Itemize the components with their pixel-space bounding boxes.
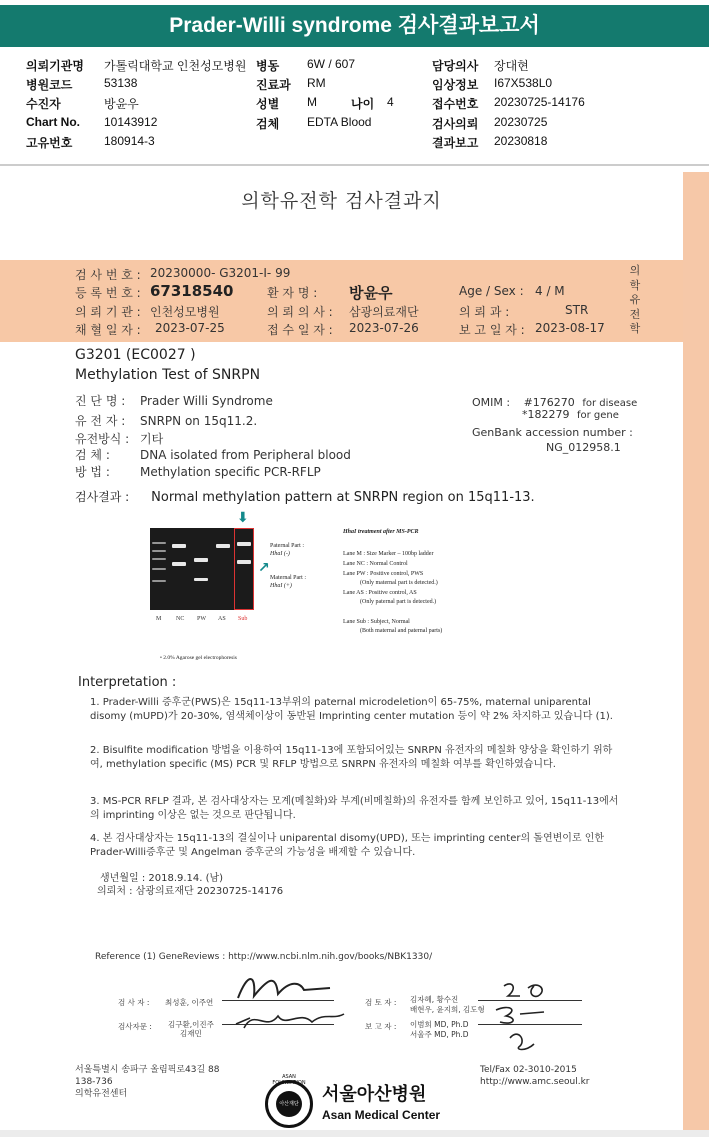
- inst-label: 의 뢰 기 관 :: [75, 305, 141, 319]
- examiner-label: 검 사 자 :: [118, 998, 150, 1007]
- test-result: [75, 488, 535, 505]
- birth-date: 생년월일 : 2018.9.14. (남): [100, 873, 224, 884]
- reviewer-label: 검 토 자 :: [365, 998, 397, 1007]
- header-label: 병원코드: [26, 78, 73, 92]
- patient-name: 방윤우: [349, 284, 393, 302]
- header-value: 방윤우: [104, 97, 139, 111]
- genbank-number: NG_012958.1: [546, 441, 621, 454]
- receive-label: 접 수 일 자 :: [267, 323, 333, 337]
- header-value: 180914-3: [104, 134, 155, 148]
- interpretation-para: 2. Bisulfite modification 방법을 이용하여 15q11-13에 포함되어있는 SNRPN 유전자의 메칠화 양상을 확인하기 위하여, methylation specific (MS) PCR 및 RFLP 방법으로 SNRPN 유전자의 메칠화 여부를 확인하였습니다.: [90, 745, 613, 770]
- legend-line: Lane M : Size Marker – 100bp ladder: [343, 551, 434, 557]
- interpretation-heading: Interpretation :: [78, 675, 177, 690]
- report-header: [0, 52, 709, 164]
- gel-band: [216, 544, 230, 548]
- result-label: 검사결과 :: [75, 490, 130, 504]
- paternal-label: [270, 542, 304, 558]
- gel-band: [172, 562, 186, 566]
- report-date: 2023-08-17: [535, 321, 605, 335]
- interpretation-para: 1. Prader-Willi 증후군(PWS)은 15q11-13부위의 paternal microdeletion이 65-75%, maternal uniparental disomy (mUPD)가 20-30%, 염색체이상이 동반된 Imprinting center mutation 등이 약 2% 차지하고 있습니다 (1).: [90, 697, 613, 722]
- header-label-age: 나이: [351, 97, 375, 111]
- collect-date: 2023-07-25: [155, 321, 225, 335]
- field-value: Methylation specific PCR-RFLP: [140, 465, 321, 479]
- legend-line: Lane AS : Positive control, AS: [343, 590, 417, 596]
- omim-disease-note: for disease: [582, 398, 638, 409]
- legend-line: (Both maternal and paternal parts): [360, 628, 443, 634]
- advisor-2: 김재민: [180, 1029, 202, 1038]
- gel-band: [172, 544, 186, 548]
- omim-gene: *182279: [522, 408, 570, 421]
- lane-label: NC: [176, 616, 185, 622]
- header-value: M: [307, 95, 317, 109]
- referrer: 의뢰처 : 삼광의료재단 20230725-14176: [97, 886, 284, 897]
- header-value-age: 4: [387, 95, 394, 109]
- dept-label: 의 뢰 과 :: [459, 305, 510, 319]
- omim-gene-note: for gene: [577, 410, 619, 421]
- lane-label: PW: [197, 616, 206, 622]
- hospital-name-en: Asan Medical Center: [322, 1108, 441, 1122]
- reviewer-2: 배현우, 윤지희, 김도형: [410, 1005, 485, 1014]
- header-label: Chart No.: [26, 115, 80, 129]
- header-value: 10143912: [104, 115, 158, 129]
- examiner: 최성훈, 이주연: [165, 998, 214, 1007]
- advisor-label: 검사자문 :: [118, 1022, 152, 1031]
- report-label: 보 고 일 자 :: [459, 323, 525, 337]
- reporter-label: 보 고 자 :: [365, 1022, 397, 1031]
- test-code: G3201 (EC0027 ): [75, 347, 196, 363]
- field-key: 유전방식 :: [75, 432, 130, 446]
- interpretation-para: 4. 본 검사대상자는 15q11-13의 결실이나 uniparental disomy(UPD), 또는 imprinting center의 돌연변이로 인한 Prader-Willi증후군 및 Angelman 증후군의 가능성을 배제할 수 있습니다.: [90, 833, 605, 858]
- gel-band: [152, 580, 166, 582]
- header-label: 성별: [256, 97, 280, 111]
- lane-label: AS: [218, 616, 226, 622]
- logo-inner-text: 아산재단: [276, 1091, 302, 1117]
- gel-band: [152, 550, 166, 552]
- asan-foundation-logo-icon: [265, 1074, 313, 1128]
- footer-contact: [480, 1064, 590, 1088]
- advisor-signature-icon: [230, 1002, 350, 1036]
- header-label: 수진자: [26, 97, 61, 111]
- maternal-bracket-icon: ↗: [258, 560, 270, 576]
- paternal-part: Paternal Part :: [270, 543, 304, 549]
- legend-title: HhaI treatment after MS-PCR: [343, 529, 419, 535]
- maternal-part: Maternal Part :: [270, 575, 306, 581]
- field-method: [75, 463, 321, 480]
- footer-address: [75, 1064, 220, 1100]
- gel-band: [152, 542, 166, 544]
- gel-band: [194, 578, 208, 581]
- field-specimen: [75, 446, 351, 463]
- address-line: 138-736: [75, 1077, 113, 1087]
- header-label: 임상정보: [432, 78, 479, 92]
- paternal-enzyme: HhaI (-): [270, 551, 290, 557]
- doctor-label: 의 뢰 의 사 :: [267, 305, 333, 319]
- header-value: 장대현: [494, 59, 529, 73]
- paternal-arrow-icon: ⬇: [237, 510, 249, 526]
- header-label: 검체: [256, 117, 280, 131]
- collect-label: 채 혈 일 자 :: [75, 323, 141, 337]
- field-value: 기타: [140, 432, 164, 446]
- gel-band: [152, 568, 166, 570]
- document-title: 의학유전학 검사결과지: [241, 190, 442, 212]
- header-label: 의뢰기관명: [26, 59, 84, 73]
- agarose-note: • 2.0% Agarose gel electrophoresis: [160, 655, 237, 661]
- subject-lane-highlight: [234, 528, 254, 610]
- right-margin-strip: [683, 172, 709, 1132]
- advisor-1: 김구환,이진주: [168, 1020, 214, 1029]
- lane-label-sub: Sub: [238, 616, 248, 622]
- field-key: 방 법 :: [75, 465, 110, 479]
- gel-band: [152, 558, 166, 560]
- reference: Reference (1) GeneReviews : http://www.ncbi.nlm.nih.gov/books/NBK1330/: [95, 952, 433, 962]
- hospital-name-ko: 서울아산병원: [322, 1084, 427, 1105]
- header-value: 53138: [104, 76, 138, 90]
- header-value: RM: [307, 76, 326, 90]
- header-value: 가톨릭대학교 인천성모병원: [104, 59, 247, 73]
- reporter-2: 서울주 MD, Ph.D: [410, 1030, 469, 1039]
- field-value: DNA isolated from Peripheral blood: [140, 448, 351, 462]
- field-value: SNRPN on 15q11.2.: [140, 414, 258, 428]
- gel-band: [194, 558, 208, 562]
- omim-label: OMIM :: [472, 396, 511, 409]
- examiner-signature-icon: [230, 968, 340, 1004]
- legend-line: (Only maternal part is detected.): [360, 580, 438, 586]
- lane-label: M: [156, 616, 162, 622]
- legend-line: Lane NC : Normal Control: [343, 561, 408, 567]
- header-label: 담당의사: [432, 59, 479, 73]
- vertical-side-text: 의 학 유 전 학: [629, 264, 641, 335]
- reviewer-1: 김자혜, 황수진: [410, 995, 459, 1004]
- legend-line: Lane PW : Positive control, PWS: [343, 571, 424, 577]
- field-inheritance: [75, 430, 163, 447]
- receive-date: 2023-07-26: [349, 321, 419, 335]
- legend-line: Lane Sub : Subject, Normal: [343, 619, 410, 625]
- header-label: 고유번호: [26, 136, 73, 150]
- field-key: 진 단 명 :: [75, 394, 126, 408]
- legend-line: (Only paternal part is detected.): [360, 599, 437, 605]
- address-line: 의학유전센터: [75, 1089, 128, 1099]
- header-label: 진료과: [256, 78, 291, 92]
- maternal-enzyme: HhaI (+): [270, 583, 292, 589]
- header-value: 20230725: [494, 115, 548, 129]
- maternal-label: [270, 574, 306, 590]
- header-label: 병동: [256, 59, 280, 73]
- address-line: 서울특별시 송파구 올림픽로43길 88: [75, 1065, 220, 1075]
- reg-no-label: 등 록 번 호 :: [75, 286, 141, 300]
- reporter-signature-icon: [490, 1000, 554, 1056]
- header-value: 6W / 607: [307, 57, 356, 71]
- reg-no: 67318540: [150, 282, 234, 300]
- bottom-bar: [0, 1130, 709, 1137]
- header-label: 결과보고: [432, 136, 479, 150]
- dept: STR: [565, 303, 589, 317]
- inst: 인천성모병원: [150, 305, 220, 319]
- patient-label: 환 자 명 :: [267, 286, 318, 300]
- test-no-label: 검 사 번 호 :: [75, 268, 141, 282]
- reviewer-signature-icon: [498, 978, 558, 1002]
- header-divider: [0, 164, 709, 166]
- age-sex-label: Age / Sex :: [459, 284, 524, 298]
- test-no: 20230000- G3201-I- 99: [150, 266, 291, 280]
- logo-ring-text: ASAN FOUNDATION: [272, 1074, 306, 1086]
- field-gene: [75, 412, 257, 429]
- field-value: Prader Willi Syndrome: [140, 394, 273, 408]
- header-value: I67X538L0: [494, 76, 553, 90]
- field-diagnosis: [75, 392, 273, 409]
- header-value: EDTA Blood: [307, 115, 372, 129]
- website: http://www.amc.seoul.kr: [480, 1077, 590, 1087]
- interpretation-para: 3. MS-PCR RFLP 결과, 본 검사대상자는 모계(메칠화)와 부계(비메칠화)의 유전자를 함께 보인하고 있어, 15q11-13에서의 imprinting 이상은 없는 것으로 판단됩니다.: [90, 796, 619, 821]
- header-value: 20230818: [494, 134, 548, 148]
- omim-line-2: [522, 408, 619, 421]
- omim-disease: #176270: [523, 396, 575, 409]
- header-value: 20230725-14176: [494, 95, 585, 109]
- doctor: 삼광의료재단: [349, 305, 419, 319]
- tel-fax: Tel/Fax 02-3010-2015: [480, 1065, 577, 1075]
- header-label: 접수번호: [432, 97, 479, 111]
- reporter-1: 이범희 MD, Ph.D: [410, 1020, 469, 1029]
- result-text: Normal methylation pattern at SNRPN region on 15q11-13.: [151, 490, 535, 505]
- field-key: 유 전 자 :: [75, 414, 126, 428]
- scanned-report-page: [0, 172, 709, 1132]
- test-name: Methylation Test of SNRPN: [75, 367, 261, 383]
- field-key: 검 체 :: [75, 448, 110, 462]
- age-sex: 4 / M: [535, 284, 565, 298]
- report-banner-title: Prader-Willi syndrome 검사결과보고서: [0, 5, 709, 47]
- genbank-label: GenBank accession number :: [472, 426, 633, 439]
- header-label: 검사의뢰: [432, 117, 479, 131]
